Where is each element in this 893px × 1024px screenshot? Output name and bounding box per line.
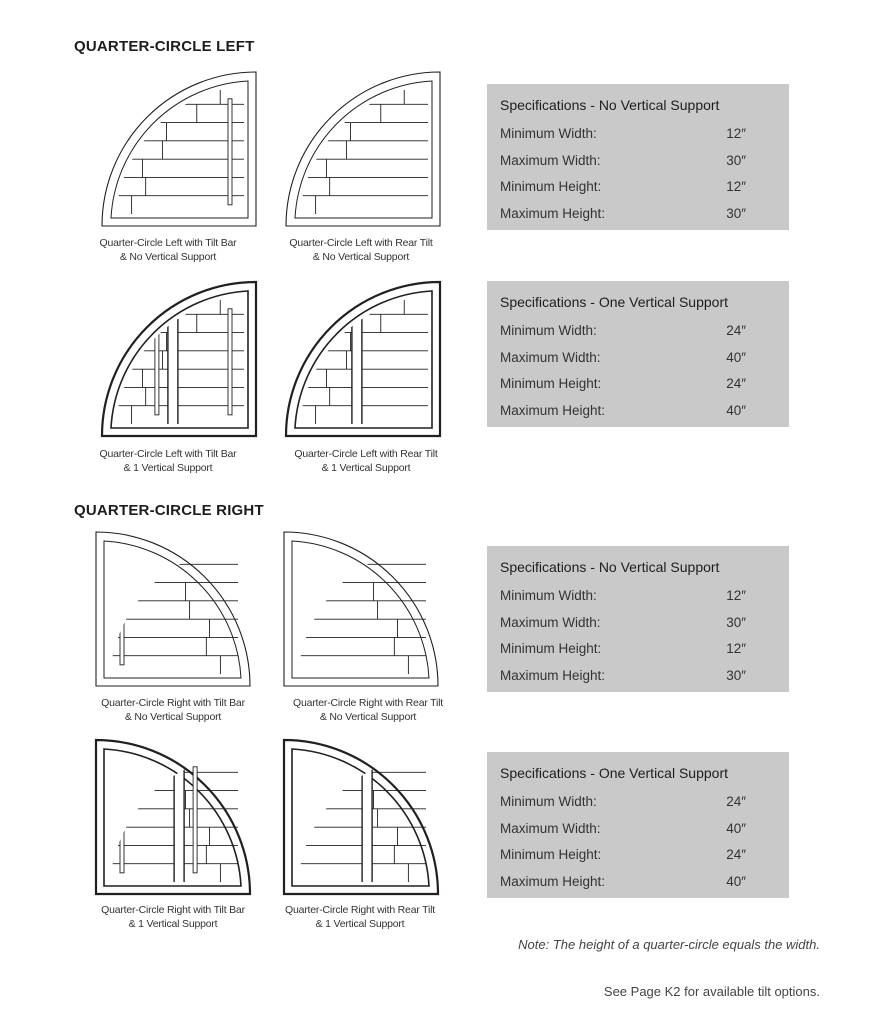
diagram-caption [271, 447, 461, 475]
spec-row [500, 371, 789, 398]
spec-box-left-one-support [487, 281, 789, 427]
caption-line: & No Vertical Support [319, 711, 417, 723]
spec-row [500, 398, 789, 425]
spec-value: 30″ [726, 205, 746, 221]
spec-label: Minimum Width: [500, 323, 597, 338]
caption-line: Quarter-Circle Right with Rear Tilt [285, 904, 435, 916]
spec-label: Minimum Width: [500, 126, 597, 141]
spec-row [500, 148, 789, 175]
spec-label: Maximum Height: [500, 402, 606, 418]
spec-row [500, 663, 789, 690]
spec-row [500, 869, 789, 896]
diagram-caption [265, 903, 455, 931]
shutter-drawing-left-reartilt-no-support [284, 70, 442, 228]
spec-value: 30″ [726, 614, 746, 630]
diagram-caption [273, 696, 463, 724]
spec-value: 24″ [726, 794, 746, 809]
diagram-caption [266, 236, 456, 264]
spec-value: 12″ [726, 641, 746, 656]
shutter-drawing-right-reartilt-one-support [282, 738, 440, 896]
spec-value: 24″ [726, 323, 746, 338]
spec-value: 12″ [726, 588, 746, 603]
caption-line: Quarter-Circle Left with Rear Tilt [294, 448, 438, 460]
caption-line: & No Vertical Support [119, 251, 217, 263]
spec-value: 24″ [726, 847, 746, 862]
spec-row [500, 636, 789, 663]
caption-line: & 1 Vertical Support [128, 918, 218, 930]
spec-label: Maximum Width: [500, 349, 601, 365]
spec-value: 24″ [726, 376, 746, 391]
spec-value: 40″ [726, 820, 746, 836]
diagram-caption [78, 903, 268, 931]
spec-row [500, 816, 789, 843]
spec-row [500, 610, 789, 637]
shutter-drawing-left-tiltbar-no-support [100, 70, 258, 228]
spec-value: 40″ [726, 402, 746, 418]
caption-line: Quarter-Circle Left with Tilt Bar [99, 448, 237, 460]
caption-line: & No Vertical Support [312, 251, 410, 263]
caption-line: Quarter-Circle Right with Rear Tilt [293, 697, 443, 709]
caption-line: & 1 Vertical Support [123, 462, 213, 474]
caption-line: Quarter-Circle Left with Rear Tilt [289, 237, 433, 249]
spec-title: Specifications - One Vertical Support [500, 765, 729, 781]
spec-label: Maximum Width: [500, 820, 601, 836]
spec-label: Maximum Height: [500, 873, 606, 889]
spec-label: Maximum Width: [500, 152, 601, 168]
spec-row [500, 789, 789, 816]
spec-row [500, 583, 789, 610]
shutter-drawing-left-reartilt-one-support [284, 280, 442, 438]
spec-box-left-no-support [487, 84, 789, 230]
spec-label: Minimum Height: [500, 179, 602, 194]
spec-title: Specifications - No Vertical Support [500, 97, 720, 113]
spec-label: Minimum Height: [500, 641, 602, 656]
spec-label: Minimum Width: [500, 794, 597, 809]
caption-line: & 1 Vertical Support [315, 918, 405, 930]
caption-line: Quarter-Circle Right with Tilt Bar [101, 697, 245, 709]
caption-line: Quarter-Circle Right with Tilt Bar [101, 904, 245, 916]
shutter-drawing-left-tiltbar-one-support [100, 280, 258, 438]
spec-label: Maximum Height: [500, 667, 606, 683]
spec-row [500, 121, 789, 148]
caption-line: & No Vertical Support [124, 711, 222, 723]
spec-row [500, 842, 789, 869]
spec-value: 40″ [726, 873, 746, 889]
spec-value: 40″ [726, 349, 746, 365]
spec-value: 12″ [726, 179, 746, 194]
spec-row [500, 201, 789, 228]
spec-value: 30″ [726, 152, 746, 168]
caption-line: & 1 Vertical Support [321, 462, 411, 474]
diagram-caption [78, 696, 268, 724]
spec-title: Specifications - One Vertical Support [500, 294, 729, 310]
diagram-caption [73, 447, 263, 475]
shutter-drawing-right-tiltbar-no-support [94, 530, 252, 688]
section-title-right: QUARTER-CIRCLE RIGHT [74, 502, 264, 519]
section-title-left: QUARTER-CIRCLE LEFT [74, 38, 255, 55]
spec-row [500, 345, 789, 372]
spec-box-right-no-support [487, 546, 789, 692]
spec-box-right-one-support [487, 752, 789, 898]
spec-label: Maximum Width: [500, 614, 601, 630]
spec-label: Minimum Height: [500, 376, 602, 391]
shutter-drawing-right-reartilt-no-support [282, 530, 440, 688]
spec-label: Minimum Height: [500, 847, 602, 862]
spec-title: Specifications - No Vertical Support [500, 559, 720, 575]
spec-value: 12″ [726, 126, 746, 141]
spec-row [500, 174, 789, 201]
diagram-caption [73, 236, 263, 264]
spec-label: Maximum Height: [500, 205, 606, 221]
footer-text: See Page K2 for available tilt options. [603, 984, 820, 999]
spec-label: Minimum Width: [500, 588, 597, 603]
note-text: Note: The height of a quarter-circle equals the width. [518, 937, 820, 952]
shutter-drawing-right-tiltbar-one-support [94, 738, 252, 896]
spec-value: 30″ [726, 667, 746, 683]
caption-line: Quarter-Circle Left with Tilt Bar [99, 237, 237, 249]
spec-row [500, 318, 789, 345]
